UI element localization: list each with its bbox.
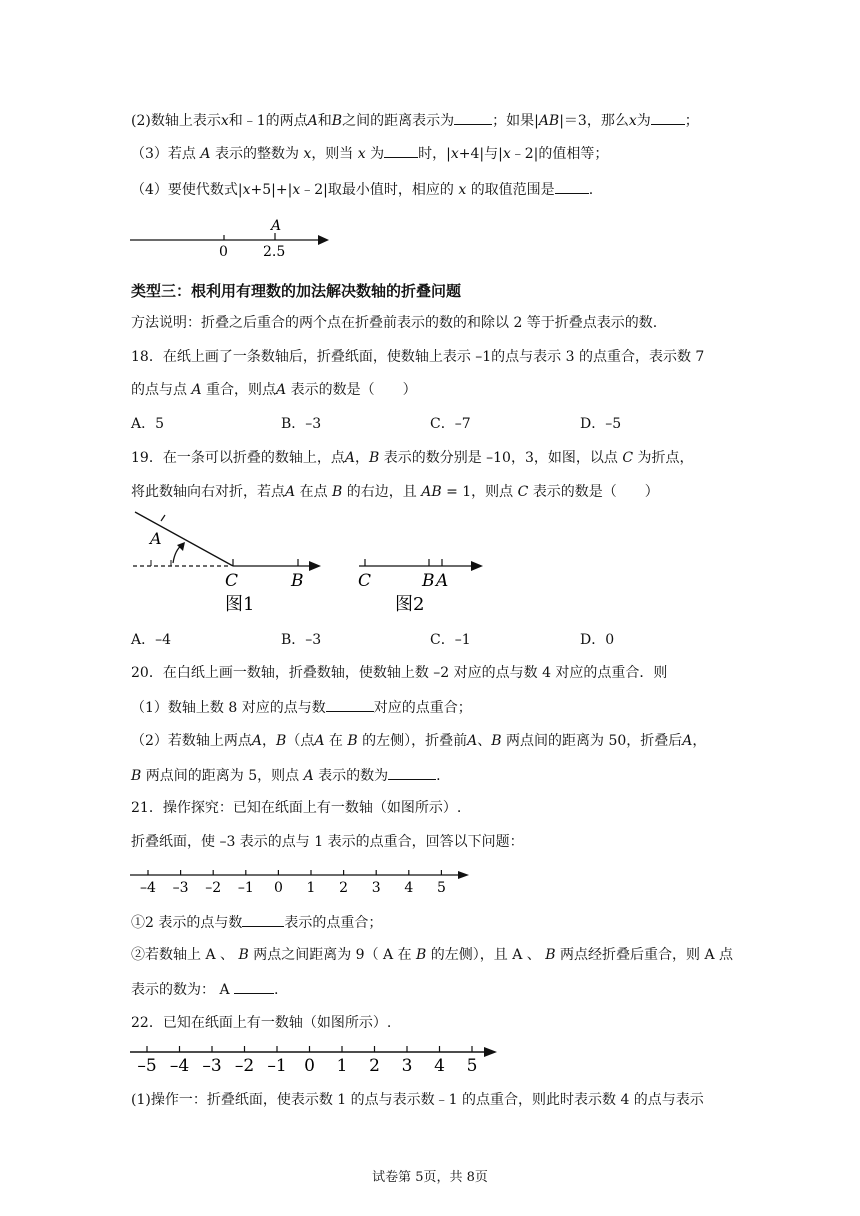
q19-line1: 19．在一条可以折叠的数轴上，点A，B 表示的数分别是 –10，3，如图，以点 C 为折点，	[131, 450, 694, 466]
answer-blank[interactable]	[326, 697, 374, 712]
tick-label: –4	[169, 1056, 190, 1076]
option-b[interactable]: B．–3	[281, 632, 322, 648]
q18-line2: 的点与点 A 重合，则点A 表示的数是（ ）	[131, 382, 417, 398]
answer-blank[interactable]	[454, 110, 492, 125]
tick-label: –5	[137, 1056, 157, 1076]
q19-figure	[125, 508, 495, 618]
section-title: 类型三：根利用有理数的加法解决数轴的折叠问题	[131, 282, 462, 300]
q20-part2: （2）若数轴上两点A，B（点A 在 B 的左侧），折叠前A、B 两点间的距离为 50，折叠后A，	[131, 733, 707, 749]
tick-label: 4	[404, 880, 414, 896]
q17-part4: （4）要使代数式|x+5|+|x﹣2|取最小值时，相应的 x 的取值范围是 .	[131, 179, 593, 200]
q21-step2-cont: 表示的数为： A .	[131, 979, 278, 1000]
tick-label: 1	[336, 1056, 348, 1076]
option-c[interactable]: C．–7	[430, 416, 471, 432]
method-note: 方法说明：折叠之后重合的两个点在折叠前表示的数的和除以 2 等于折叠点表示的数.	[131, 315, 658, 331]
q18-options	[131, 414, 731, 434]
tick-label: –1	[237, 880, 254, 896]
axis-arrow	[318, 235, 329, 245]
option-b[interactable]: B．–3	[281, 416, 322, 432]
tick-label: 2	[369, 1056, 380, 1076]
axis-arrow	[484, 1047, 497, 1057]
answer-blank[interactable]	[651, 110, 685, 125]
answer-blank[interactable]	[242, 912, 284, 927]
ticks	[137, 1046, 477, 1076]
axis-arrow	[471, 561, 483, 571]
q22-line1: 22．已知在纸面上有一数轴（如图所示）.	[131, 1015, 392, 1031]
axis-arrow	[458, 871, 469, 879]
tick-label: 4	[434, 1056, 445, 1076]
tick-label: –4	[140, 880, 156, 896]
q19-options	[131, 630, 731, 650]
option-a[interactable]: A．–4	[131, 632, 172, 648]
q20-part2-cont: B 两点间的距离为 5，则点 A 表示的数为 .	[131, 765, 441, 786]
option-a[interactable]: A．5	[131, 416, 165, 432]
fig1-caption: 图1	[225, 594, 255, 615]
q20-line1: 20．在白纸上画一数轴，折叠数轴，使数轴上数 –2 对应的点与数 4 对应的点重合．则	[131, 665, 668, 681]
q21-number-line	[125, 862, 475, 896]
ticks	[140, 870, 446, 896]
tick-label: 0	[304, 1056, 315, 1076]
answer-blank[interactable]	[234, 979, 274, 994]
tick-label: –2	[205, 880, 222, 896]
q21-step1: ①2 表示的点与数 表示的点重合；	[131, 912, 382, 933]
tick-label: 5	[466, 1056, 478, 1076]
q17-number-line	[125, 214, 335, 260]
axis-arrow	[309, 561, 321, 571]
tick-label: 2	[339, 880, 349, 896]
tick-label: 3	[371, 880, 381, 896]
tick-label: –1	[267, 1056, 287, 1076]
q20-part1: （1）数轴上数 8 对应的点与数 对应的点重合；	[131, 697, 472, 718]
q19-line2: 将此数轴向右对折，若点A 在点 B 的右边，且 AB = 1，则点 C 表示的数是（ ）	[131, 484, 659, 500]
option-d[interactable]: D．–5	[580, 416, 622, 432]
tick-label: 3	[401, 1056, 413, 1076]
fig1-label-c: C	[225, 571, 239, 591]
fig1	[133, 512, 321, 615]
fig2-label-b: B	[422, 571, 435, 591]
q22-line2: (1)操作一：折叠纸面，使表示数 1 的点与表示数﹣1 的点重合，则此时表示数 4 的点与表示	[131, 1092, 704, 1108]
answer-blank[interactable]	[384, 143, 418, 158]
q21-line2: 折叠纸面，使 –3 表示的点与 1 表示的点重合，回答以下问题：	[131, 834, 524, 850]
tick-label-2-5: 2.5	[263, 244, 286, 260]
tick	[161, 515, 165, 521]
q17-part3: （3）若点 A 表示的整数为 x，则当 x 为 时，|x+4|与|x﹣2|的值相等；	[131, 143, 608, 164]
q21-step2: ②若数轴上 A 、 B 两点之间距离为 9（ A 在 B 的左侧），且 A 、 B 两点经折叠后重合，则 A 点	[131, 947, 734, 963]
tick-label-0: 0	[219, 244, 228, 260]
q22-number-line	[125, 1040, 505, 1076]
tick-label: 1	[306, 880, 316, 896]
fig2-label-c: C	[358, 571, 372, 591]
fig2-caption: 图2	[395, 594, 425, 615]
option-c[interactable]: C．–1	[430, 632, 471, 648]
answer-blank[interactable]	[555, 179, 589, 194]
tick-label: –3	[202, 1056, 222, 1076]
tick-label: –2	[234, 1056, 255, 1076]
point-a-label: A	[271, 218, 282, 234]
fig1-label-a: A	[150, 529, 162, 548]
option-d[interactable]: D．0	[580, 632, 615, 648]
fig2-label-a: A	[436, 571, 449, 591]
fig1-label-b: B	[291, 571, 304, 591]
q21-line1: 21．操作探究：已知在纸面上有一数轴（如图所示）.	[131, 800, 462, 816]
tick-label: 5	[436, 880, 446, 896]
page-footer: 试卷第 5页，共 8页	[372, 1170, 488, 1185]
tick-label: –3	[172, 880, 189, 896]
q17-part2: (2)数轴上表示x和﹣1的两点A和B之间的距离表示为 ；如果|AB|＝3，那么x为 ；	[131, 110, 699, 131]
fig2	[358, 559, 483, 615]
q18-line1: 18．在纸上画了一条数轴后，折叠纸面，使数轴上表示 –1的点与表示 3 的点重合，表示数 7	[131, 349, 705, 365]
tick-label: 0	[273, 880, 283, 896]
answer-blank[interactable]	[388, 765, 436, 780]
